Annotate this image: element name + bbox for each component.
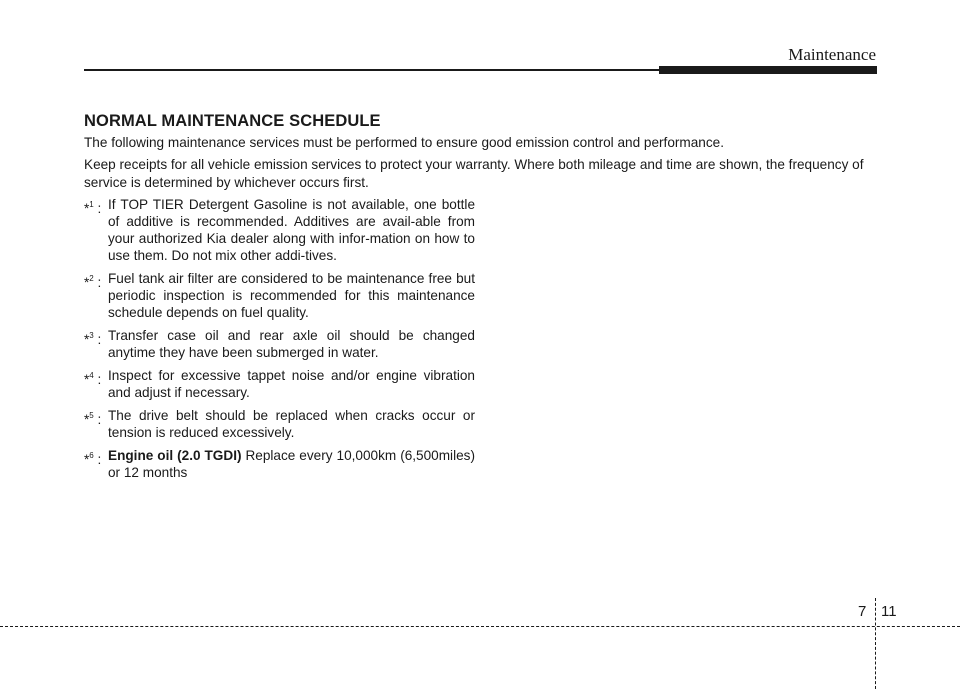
- footer-divider: [875, 598, 876, 689]
- header-rule-thick: [659, 66, 877, 74]
- footnote-marker: *$^5$ :: [84, 411, 102, 427]
- footnote-text: The drive belt should be replaced when cracks occur or tension is reduced excessively.: [108, 408, 475, 440]
- footnote-text: Fuel tank air filter are considered to be maintenance free but periodic inspection is recommended for this maintenance schedule depends on fuel quality.: [108, 271, 475, 320]
- header-rule-thin: [84, 69, 662, 71]
- footnote-list: [84, 196, 475, 487]
- page-number: 11: [881, 603, 897, 620]
- footnote-marker: *$^4$ :: [84, 371, 102, 387]
- footnote-marker: *$^2$ :: [84, 274, 102, 290]
- footnote-text: Replace every 10,000km (6,500miles) or 12 months: [108, 448, 475, 480]
- receipts-paragraph: Keep receipts for all vehicle emission services to protect your warranty. Where both mileage and time are shown, the frequency of service is determined by whichever occurs first.: [84, 157, 864, 190]
- footnote-text: Transfer case oil and rear axle oil should be changed anytime they have been submerged in water.: [108, 328, 475, 360]
- footnote-bold-label: Engine oil (2.0 TGDI): [108, 448, 242, 463]
- footnote-4: [84, 367, 475, 401]
- footnote-marker: *$^3$ :: [84, 331, 102, 347]
- intro-paragraph: The following maintenance services must be performed to ensure good emission control and performance.: [84, 135, 724, 150]
- footnote-text: If TOP TIER Detergent Gasoline is not available, one bottle of additive is recommended. Additives are avail-able from your authorized Kia dealer along with infor-mation on how to use them. Do not mix other addi-tives.: [108, 197, 475, 263]
- footnote-6: [84, 447, 475, 481]
- footnote-2: [84, 270, 475, 321]
- footnote-marker: *$^6$ :: [84, 451, 102, 467]
- footnote-1: [84, 196, 475, 264]
- footnote-marker: *$^1$ :: [84, 200, 102, 216]
- footnote-5: [84, 407, 475, 441]
- footer-rule: [0, 626, 960, 627]
- footnote-3: [84, 327, 475, 361]
- footnote-text: Inspect for excessive tappet noise and/or engine vibration and adjust if necessary.: [108, 368, 475, 400]
- chapter-number: 7: [858, 603, 867, 620]
- page-title: NORMAL MAINTENANCE SCHEDULE: [84, 112, 381, 130]
- section-title: Maintenance: [788, 45, 876, 64]
